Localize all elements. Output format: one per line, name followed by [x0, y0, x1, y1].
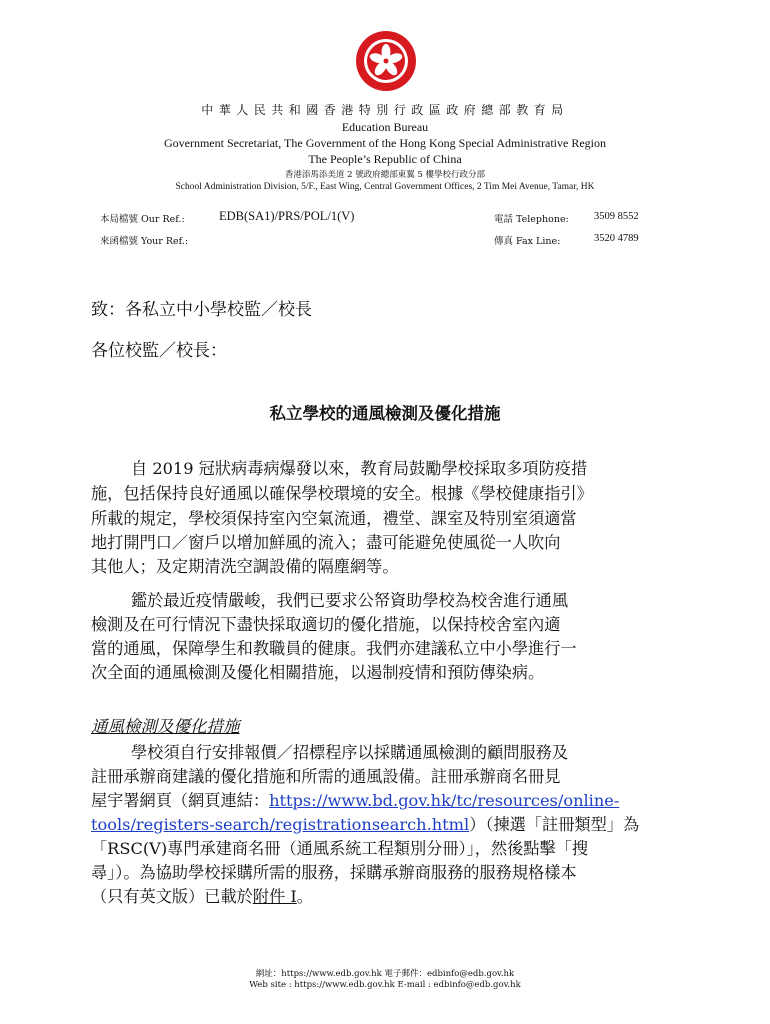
- telephone-value: 3509 8552: [594, 211, 639, 222]
- hksar-emblem: [355, 30, 417, 92]
- addressee: 致：各私立中小學校監／校長: [91, 300, 312, 320]
- letterhead-bureau: Education Bureau: [341, 120, 429, 134]
- telephone-label: 電話 Telephone:: [494, 214, 569, 225]
- bd-register-link[interactable]: https://www.bd.gov.hk/tc/resources/online-: [269, 791, 620, 810]
- paragraph-3-line: [91, 817, 639, 833]
- paragraph-1-line: 所載的規定，學校須保持室內空氣流通，禮堂、課室及特別室須適當: [91, 509, 577, 528]
- footer-english: Web site : https://www.edb.gov.hk E-mail : edbinfo@edb.gov.hk: [249, 980, 521, 990]
- paragraph-3-text: 屋宇署網頁（網頁連結：: [91, 791, 270, 810]
- paragraph-2-line: 次全面的通風檢測及優化相關措施，以遏制疫情和預防傳染病。: [91, 663, 545, 682]
- letterhead-chinese-address: 香港添馬添美道 2 號政府總部東翼 5 樓學校行政分部: [284, 170, 486, 180]
- letterhead-chinese-name: 中華人民共和國香港特別行政區政府總部教育局: [201, 103, 569, 117]
- paragraph-3-line: 「RSC(V)專門承建商名冊（通風系統工程類別分冊）」，然後點擊「搜: [91, 839, 589, 858]
- paragraph-2-line: 鑑於最近疫情嚴峻，我們已要求公帑資助學校為校舍進行通風: [131, 591, 569, 610]
- our-ref-label: 本局檔號 Our Ref.:: [100, 214, 185, 225]
- letterhead-country: The People’s Republic of China: [308, 152, 462, 166]
- bd-register-link-continued[interactable]: tools/registers-search/registrationsearch.html: [91, 815, 470, 834]
- paragraph-3-line: 學校須自行安排報價／招標程序以採購通風檢測的顧問服務及: [131, 743, 569, 762]
- paragraph-3-line: 尋」）。為協助學校採購所需的服務，採購承辦商服務的服務規格樣本: [91, 863, 577, 882]
- fax-value: 3520 4789: [594, 233, 639, 244]
- footer-chinese: 網址：https://www.edb.gov.hk 電子郵件：edbinfo@edb.gov.hk: [255, 969, 515, 979]
- paragraph-1-line: 其他人；及定期清洗空調設備的隔塵網等。: [91, 557, 399, 576]
- paragraph-3-line: [91, 889, 313, 905]
- letter-title: 私立學校的通風檢測及優化措施: [269, 404, 501, 423]
- paragraph-3-text: ）（揀選「註冊類型」為: [469, 815, 640, 834]
- paragraph-2-line: 檢測及在可行情況下盡快採取適切的優化措施，以保持校舍室內適: [91, 615, 561, 634]
- paragraph-3-line: [91, 793, 619, 809]
- paragraph-1-line: 自 2019 冠狀病毒病爆發以來，教育局鼓勵學校採取多項防疫措: [131, 459, 588, 478]
- annex-reference: 附件 I: [252, 887, 297, 906]
- salutation: 各位校監／校長：: [91, 341, 227, 361]
- our-ref-value: EDB(SA1)/PRS/POL/1(V): [219, 209, 355, 223]
- fax-label: 傳真 Fax Line:: [494, 236, 561, 247]
- paragraph-3-text: （只有英文版）已載於: [91, 887, 253, 906]
- paragraph-2-line: 當的通風，保障學生和教職員的健康。我們亦建議私立中小學進行一: [91, 639, 577, 658]
- letterhead-english-address: School Administration Division, 5/F., East Wing, Central Government Offices, 2 Tim Mei Avenue, Tamar, HK: [175, 182, 595, 192]
- paragraph-1-line: 地打開門口／窗戶以增加鮮風的流入；盡可能避免使風從一人吹向: [91, 533, 561, 552]
- section-heading: 通風檢測及優化措施: [91, 717, 240, 736]
- paragraph-1-line: 施，包括保持良好通風以確保學校環境的安全。根據《學校健康指引》: [91, 484, 593, 503]
- paragraph-3-text: 。: [296, 887, 313, 906]
- letterhead-government: Government Secretariat, The Government of the Hong Kong Special Administrative Region: [163, 136, 606, 150]
- your-ref-label: 來函檔號 Your Ref.:: [100, 236, 189, 247]
- paragraph-3-line: 註冊承辦商建議的優化措施和所需的通風設備。註冊承辦商名冊見: [91, 767, 561, 786]
